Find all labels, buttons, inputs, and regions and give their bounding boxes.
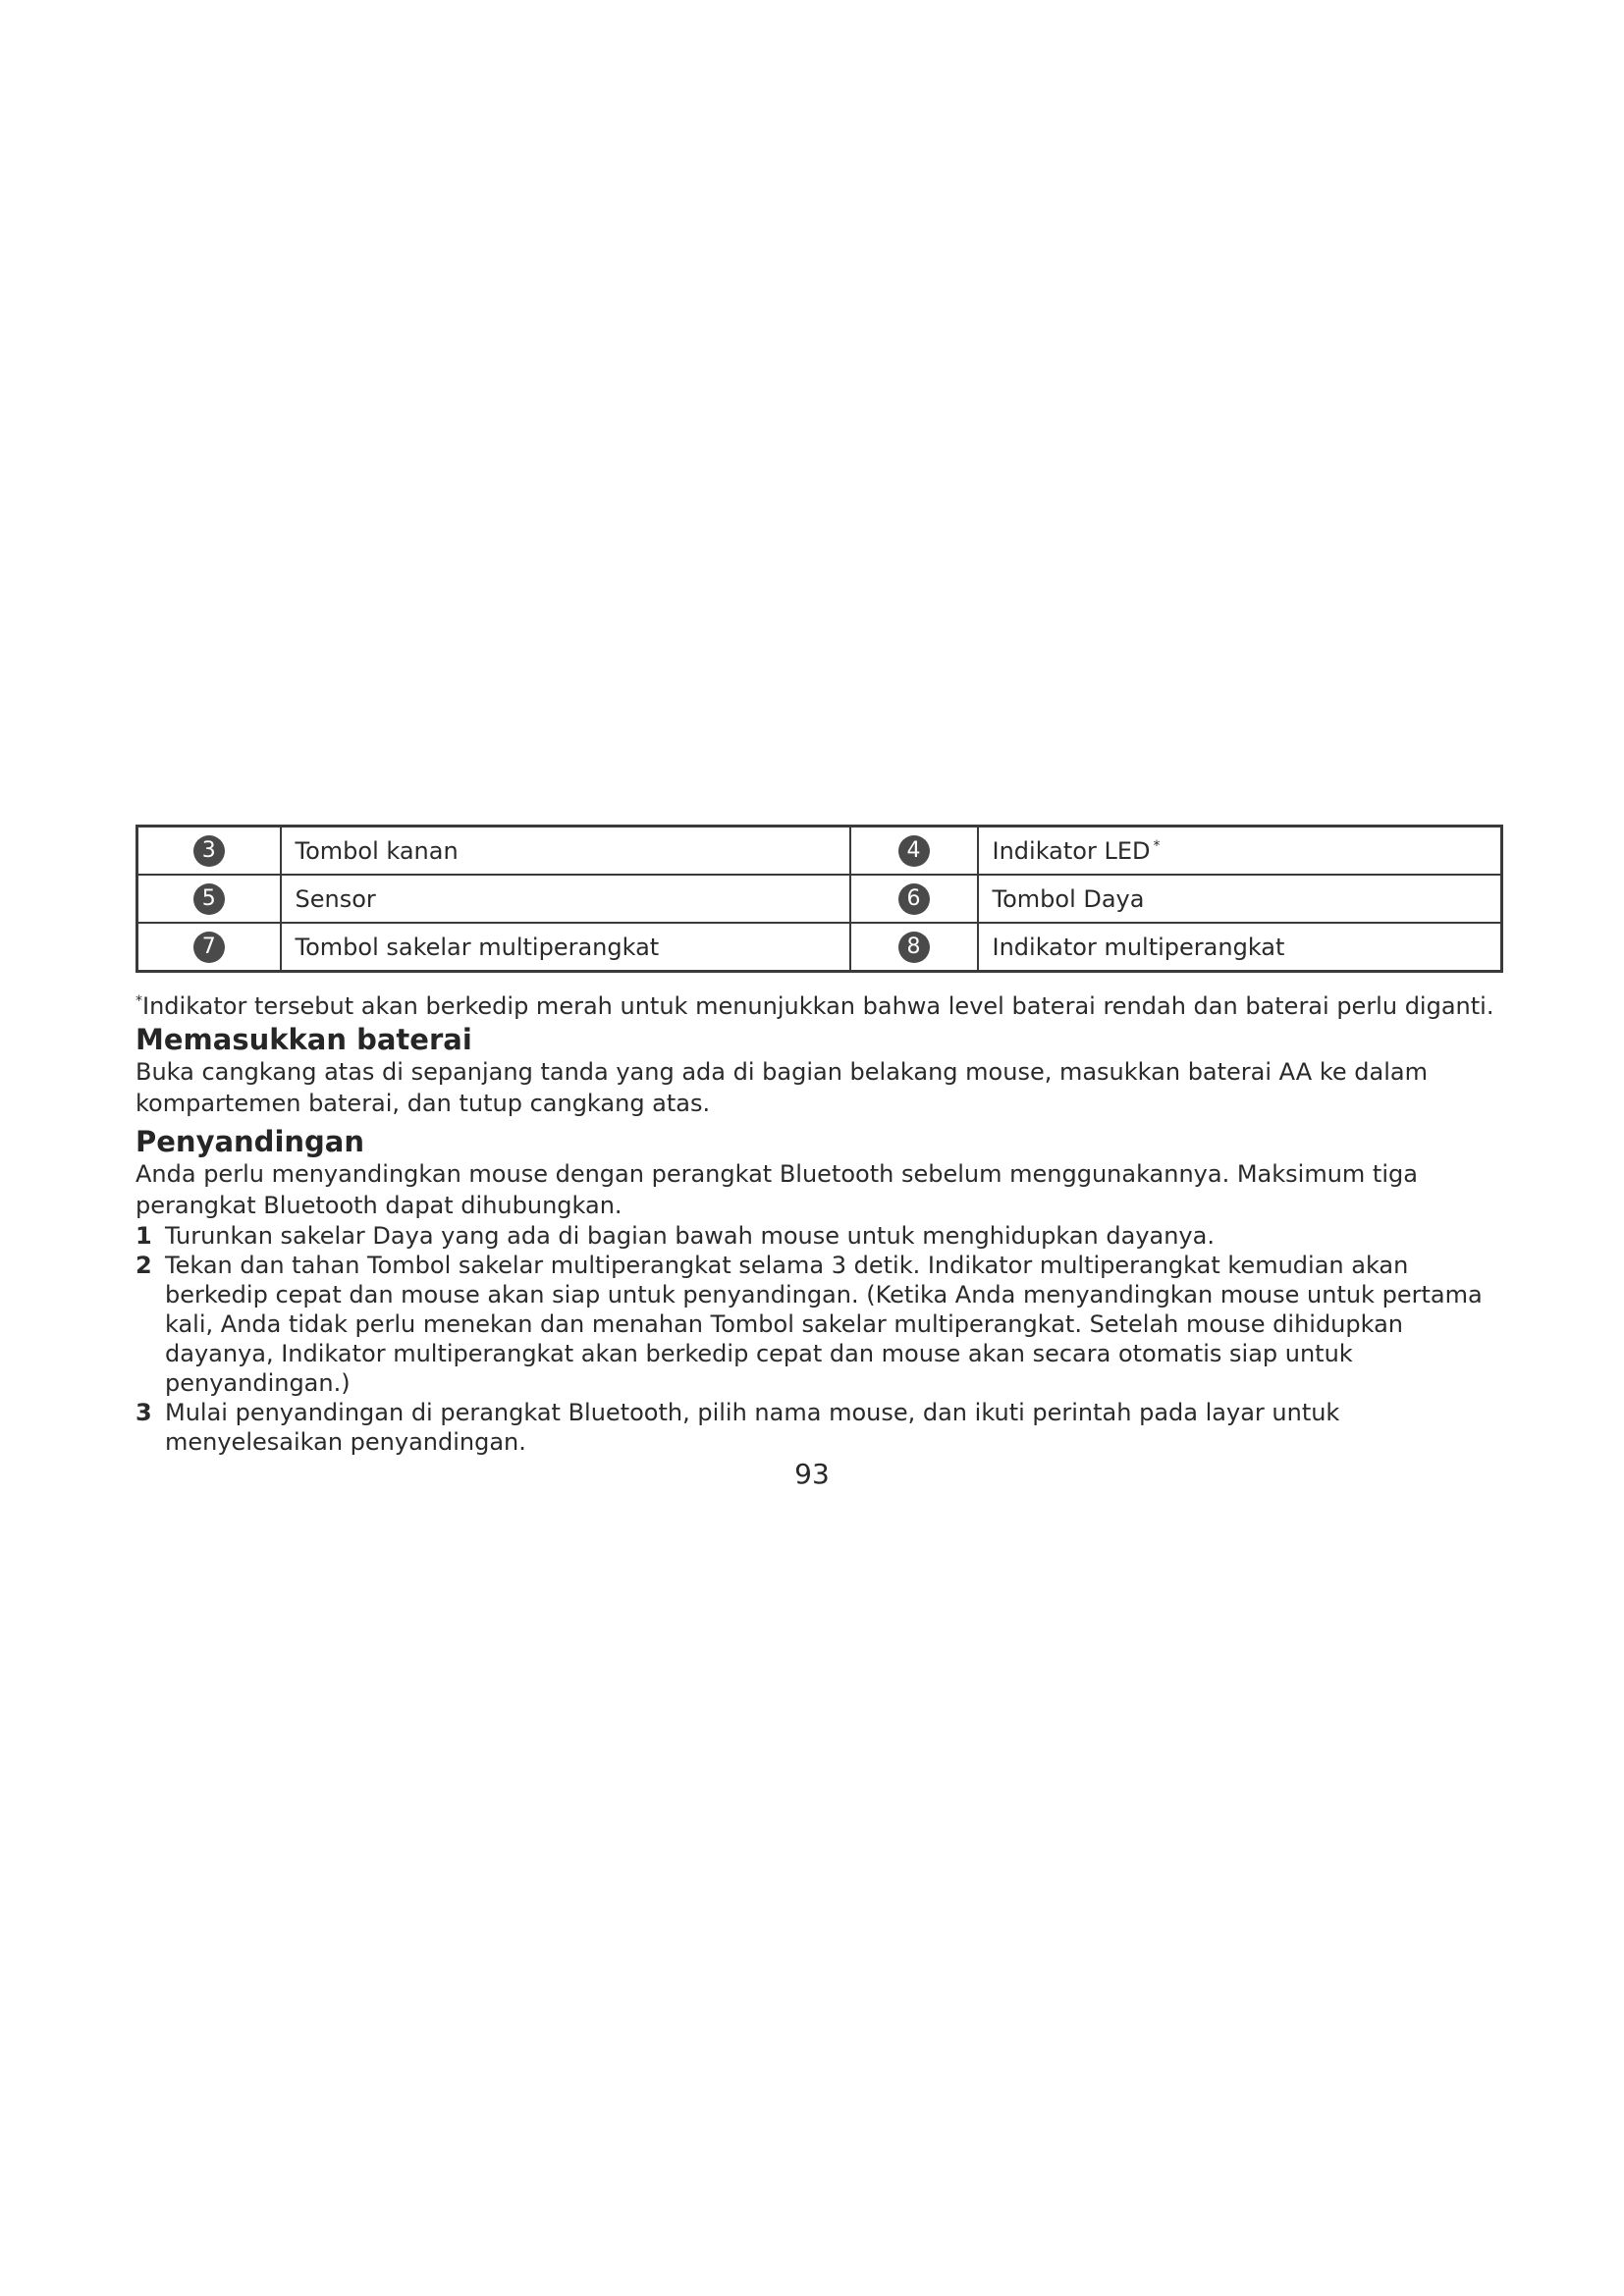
step-text: Mulai penyandingan di perangkat Bluetooth, pilih nama mouse, dan ikuti perintah pada layar untuk menyelesaikan penyandingan. (165, 1399, 1340, 1456)
step-text: Turunkan sakelar Daya yang ada di bagian bawah mouse untuk menghidupkan dayanya. (165, 1222, 1215, 1250)
part-label: Indikator LED (992, 836, 1151, 865)
table-row (137, 875, 1502, 923)
list-item (135, 1251, 1500, 1398)
pairing-intro: Anda perlu menyandingkan mouse dengan perangkat Bluetooth sebelum menggunakannya. Maksimum tiga perangkat Bluetooth dapat dihubungkan. (135, 1160, 1418, 1219)
step-number: 2 (135, 1252, 152, 1279)
part-label: Tombol sakelar multiperangkat (281, 923, 850, 972)
part-label: Tombol Daya (978, 875, 1502, 923)
footnote-text: Indikator tersebut akan berkedip merah untuk menunjukkan bahwa level baterai rendah dan baterai perlu diganti. (142, 992, 1494, 1020)
part-label: Indikator multiperangkat (978, 923, 1502, 972)
pairing-heading: Penyandingan (135, 1125, 365, 1158)
part-label: Sensor (281, 875, 850, 923)
list-item (135, 1221, 1500, 1251)
table-row (137, 923, 1502, 972)
page-content (135, 825, 1500, 1457)
part-number-badge: 5 (193, 883, 225, 915)
battery-text: Buka cangkang atas di sepanjang tanda yang ada di bagian belakang mouse, masukkan baterai AA ke dalam kompartemen baterai, dan tutup cangkang atas. (135, 1058, 1428, 1117)
footnote-mark: * (1153, 837, 1161, 854)
part-number-badge: 3 (193, 835, 225, 867)
footnote (135, 987, 1500, 1021)
part-number-badge: 8 (898, 932, 930, 963)
part-number-badge: 6 (898, 883, 930, 915)
battery-heading: Memasukkan baterai (135, 1023, 472, 1056)
part-label: Tombol kanan (281, 827, 850, 876)
list-item (135, 1398, 1500, 1457)
page-number: 93 (794, 1458, 830, 1490)
step-text: Tekan dan tahan Tombol sakelar multiperangkat selama 3 detik. Indikator multiperangkat kemudian akan berkedip cepat dan mouse akan siap untuk penyandingan. (Ketika Anda menyandingkan mouse untuk pertama kali, Anda tidak perlu menekan dan menahan Tombol sakelar multiperangkat. Setelah mouse dihidupkan dayanya, Indikator multiperangkat akan berkedip cepat dan mouse akan secara otomatis siap untuk penyandingan.) (165, 1252, 1483, 1397)
parts-table (135, 825, 1503, 973)
part-number-badge: 7 (193, 932, 225, 963)
step-number: 1 (135, 1222, 152, 1250)
part-number-badge: 4 (898, 835, 930, 867)
footnote-mark: * (135, 993, 142, 1009)
table-row (137, 827, 1502, 876)
step-number: 3 (135, 1399, 152, 1426)
